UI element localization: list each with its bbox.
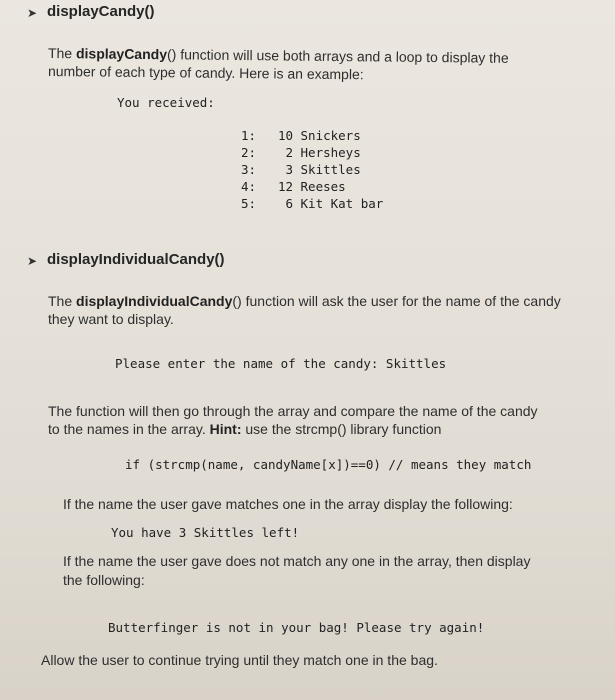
nomatch-description-line1: If the name the user gave does not match any one in the array, then display [63,553,531,569]
para-rest: () function will ask the user for the name of the candy [232,293,561,309]
list-item [241,145,361,160]
match-description: If the name the user gave matches one in the array display the following: [63,496,513,512]
function-name-bold: displayIndividualCandy [76,293,233,309]
final-instruction: Allow the user to continue trying until they match one in the bag. [41,652,438,668]
list-item [241,128,361,143]
list-item-number: 2: [241,145,257,160]
list-item-name: Skittles [300,162,361,177]
arrow-bullet-icon: ➤ [27,6,38,20]
para-rest: () function will use both arrays and a loop to display the [166,46,509,66]
list-item-number: 5: [241,196,257,211]
compare-text: use the strcmp() library function [241,421,442,437]
list-item-number: 4: [241,179,257,194]
section1-paragraph-line2: number of each type of candy. Here is an example: [47,63,364,83]
list-item-qty: 3 [285,162,293,177]
list-item [241,162,361,177]
list-item-name: Hersheys [300,145,361,160]
section-heading-display-candy: displayCandy() [47,3,155,20]
compare-paragraph-line1: The function will then go through the array and compare the name of the candy [48,403,538,419]
function-name-bold: displayCandy [75,45,168,63]
list-item-qty: 12 [277,179,293,194]
para-prefix: The [48,293,77,309]
section-heading-display-individual-candy: displayIndividualCandy() [47,251,225,268]
hint-label: Hint: [209,421,242,437]
section2-paragraph-line1 [48,292,561,310]
compare-paragraph-line2 [48,420,441,438]
list-item-name: Snickers [300,128,361,143]
nomatch-output-example: Butterfinger is not in your bag! Please try again! [108,620,485,635]
list-item-number: 1: [241,128,257,143]
match-output-example: You have 3 Skittles left! [111,525,300,540]
nomatch-description-line2: the following: [63,572,145,588]
compare-text: to the names in the array. [48,421,210,437]
list-item-number: 3: [241,162,257,177]
list-item-name: Kit Kat bar [300,196,384,211]
list-item-qty: 6 [285,196,293,211]
list-item-qty: 10 [277,128,293,143]
list-item [241,196,383,211]
arrow-bullet-icon: ➤ [27,254,38,268]
list-item [241,179,346,194]
code-snippet: if (strcmp(name, candyName[x])==0) // means they match [125,457,532,472]
section2-paragraph-line2: they want to display. [48,311,174,327]
example-received-label: You received: [117,95,215,110]
prompt-example: Please enter the name of the candy: Skittles [115,356,447,371]
para-prefix: The [47,45,77,62]
list-item-qty: 2 [285,145,293,160]
list-item-name: Reeses [300,179,346,194]
